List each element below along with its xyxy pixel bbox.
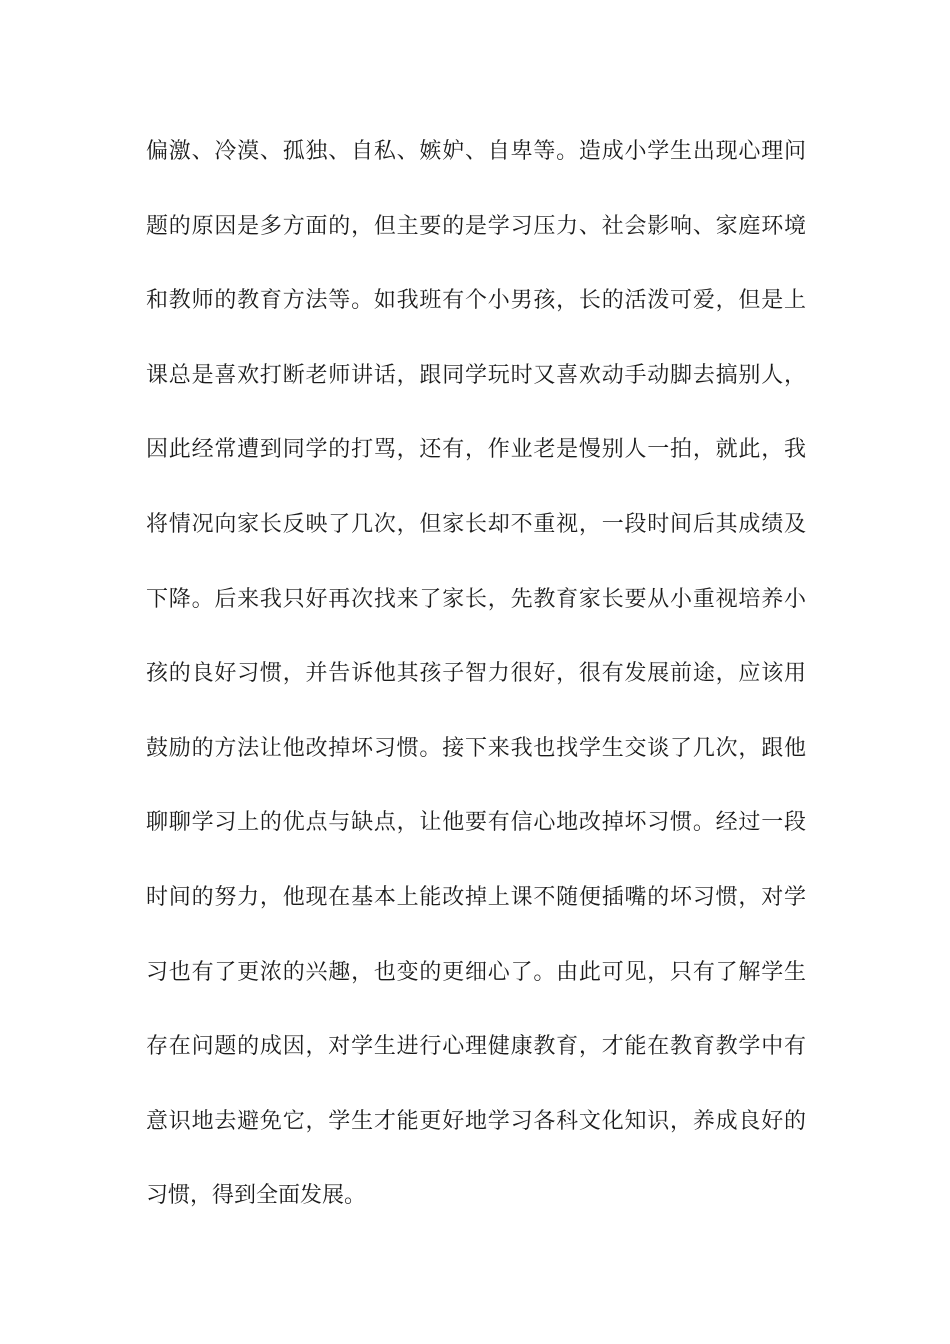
text-line: 聊聊学习上的优点与缺点，让他要有信心地改掉坏习惯。经过一段 bbox=[146, 810, 806, 836]
text-line: 下降。后来我只好再次找来了家长，先教育家长要从小重视培养小 bbox=[146, 586, 806, 612]
text-line: 习惯，得到全面发展。 bbox=[146, 1183, 367, 1209]
text-line: 孩的良好习惯，并告诉他其孩子智力很好，很有发展前途，应该用 bbox=[146, 661, 806, 687]
text-line: 因此经常遭到同学的打骂，还有，作业老是慢别人一拍，就此，我 bbox=[146, 437, 806, 463]
text-line: 鼓励的方法让他改掉坏习惯。接下来我也找学生交谈了几次，跟他 bbox=[146, 735, 806, 761]
text-line: 习也有了更浓的兴趣，也变的更细心了。由此可见，只有了解学生 bbox=[146, 959, 806, 985]
text-line: 题的原因是多方面的，但主要的是学习压力、社会影响、家庭环境 bbox=[146, 213, 806, 239]
text-line: 将情况向家长反映了几次，但家长却不重视，一段时间后其成绩及 bbox=[146, 511, 806, 537]
body-paragraph bbox=[146, 132, 806, 1251]
text-line: 和教师的教育方法等。如我班有个小男孩，长的活泼可爱，但是上 bbox=[146, 288, 806, 314]
text-line: 时间的努力，他现在基本上能改掉上课不随便插嘴的坏习惯，对学 bbox=[146, 884, 806, 910]
text-line: 偏激、冷漠、孤独、自私、嫉妒、自卑等。造成小学生出现心理问 bbox=[146, 139, 806, 164]
text-line: 意识地去避免它，学生才能更好地学习各科文化知识，养成良好的 bbox=[146, 1108, 806, 1134]
text-line: 存在问题的成因，对学生进行心理健康教育，才能在教育教学中有 bbox=[146, 1034, 806, 1060]
text-line: 课总是喜欢打断老师讲话，跟同学玩时又喜欢动手动脚去搞别人， bbox=[146, 362, 806, 388]
